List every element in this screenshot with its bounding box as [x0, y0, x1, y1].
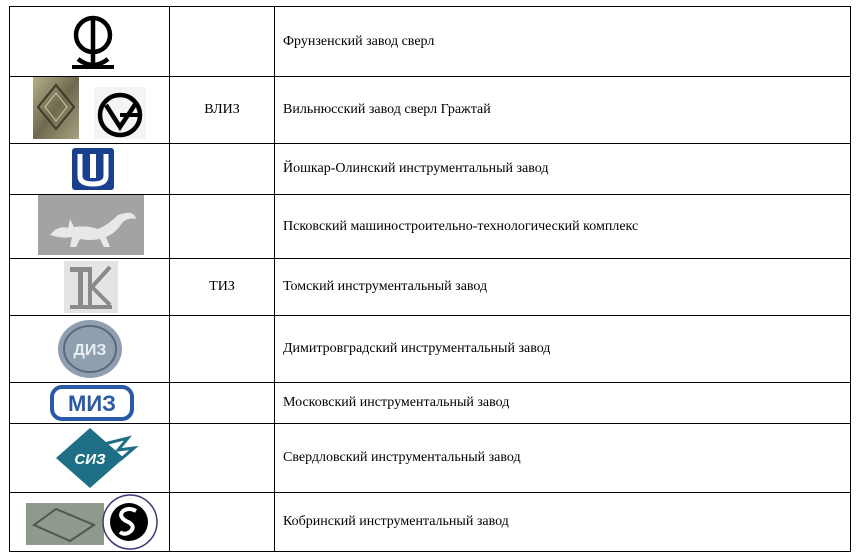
logo-cell: [10, 259, 170, 316]
miz-rect-logo-icon: [10, 383, 169, 423]
logo-cell: [10, 424, 170, 493]
factory-logo-table: [9, 6, 851, 552]
table-row: [10, 77, 851, 144]
logo-cell: [10, 316, 170, 383]
logo-cell: [10, 383, 170, 424]
abbr-cell: [170, 144, 275, 195]
factory-name: Псковский машиностроительно-технологический комплекс: [275, 195, 851, 259]
logo-cell: [10, 493, 170, 552]
abbr-cell: ВЛИЗ: [170, 77, 275, 144]
factory-name: Кобринский инструментальный завод: [275, 493, 851, 552]
siz-logo-text: СИЗ: [74, 451, 106, 468]
table-row: [10, 7, 851, 77]
logo-cell: [10, 77, 170, 144]
abbr-cell: ТИЗ: [170, 259, 275, 316]
table-row: [10, 144, 851, 195]
abbr-cell: [170, 383, 275, 424]
abbr-cell: [170, 424, 275, 493]
s-circle-logo-icon: [10, 493, 169, 551]
factory-name: Московский инструментальный завод: [275, 383, 851, 424]
abbr-cell: [170, 316, 275, 383]
diz-oval-stamp-logo-icon: [10, 316, 169, 382]
factory-name: Димитровградский инструментальный завод: [275, 316, 851, 383]
factory-name: Фрунзенский завод сверл: [275, 7, 851, 77]
tiz-monogram-logo-icon: [10, 259, 169, 315]
miz-logo-text: МИЗ: [68, 391, 116, 416]
table-row: [10, 383, 851, 424]
table-row: [10, 259, 851, 316]
table-row: [10, 195, 851, 259]
table-row: [10, 424, 851, 493]
abbr-cell: [170, 195, 275, 259]
logo-cell: [10, 195, 170, 259]
fox-stamp-logo-icon: [10, 195, 169, 258]
table-row: [10, 493, 851, 552]
anchor-trident-icon: [10, 7, 169, 76]
diz-logo-text: ДИЗ: [73, 342, 107, 359]
factory-name: Йошкар-Олинский инструментальный завод: [275, 144, 851, 195]
factory-name: Свердловский инструментальный завод: [275, 424, 851, 493]
logo-cell: [10, 144, 170, 195]
ui-square-logo-icon: [10, 144, 169, 194]
g-circle-logo-icon: [10, 77, 169, 143]
abbr-cell: [170, 493, 275, 552]
logo-cell: [10, 7, 170, 77]
siz-diamond-logo-icon: [10, 424, 169, 492]
abbr-cell: [170, 7, 275, 77]
table-row: [10, 316, 851, 383]
factory-name: Вильнюсский завод сверл Гражтай: [275, 77, 851, 144]
factory-name: Томский инструментальный завод: [275, 259, 851, 316]
